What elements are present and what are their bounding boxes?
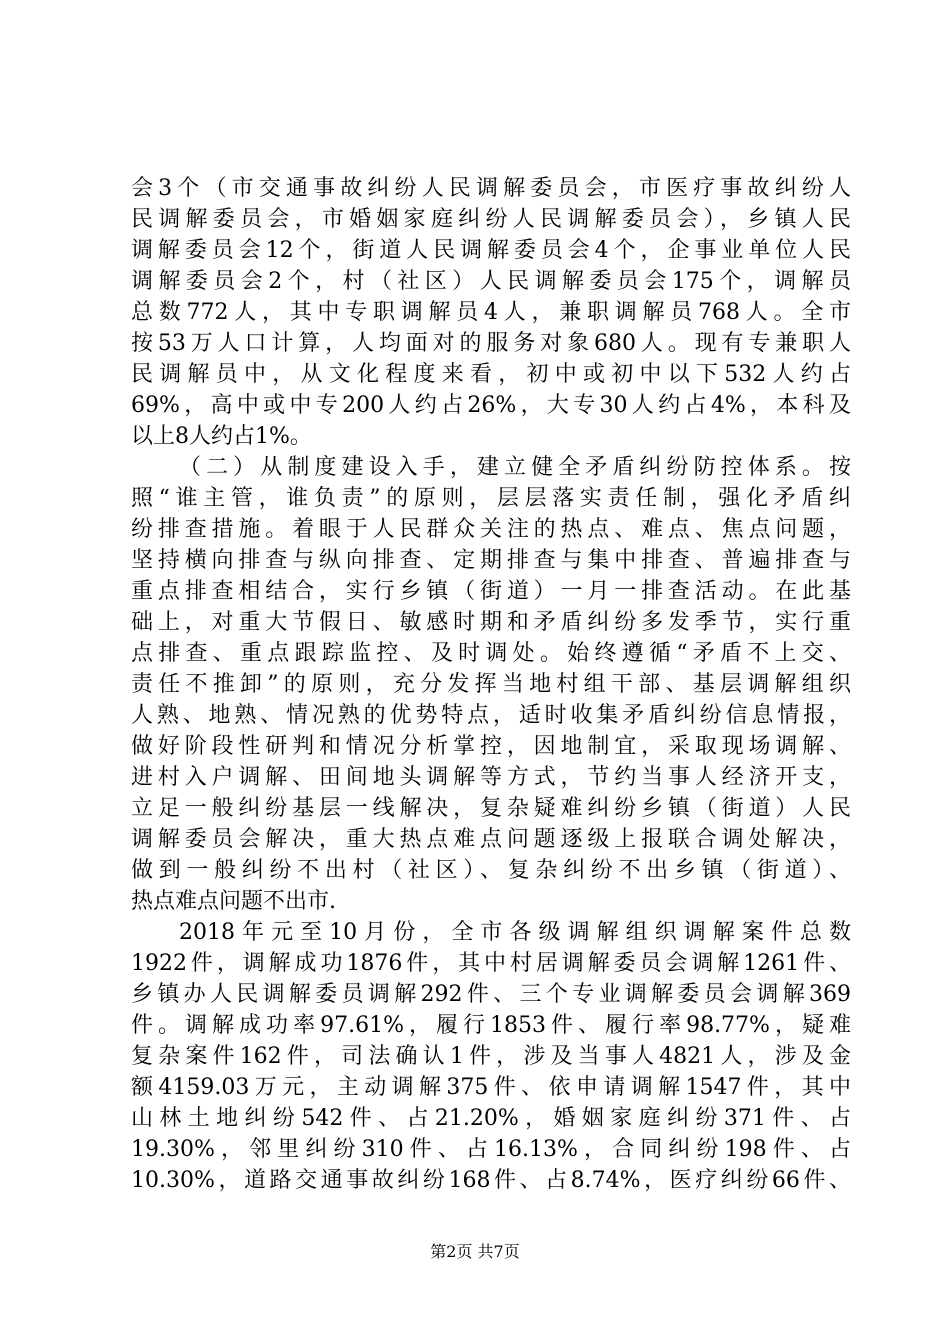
body-line: 乡镇办人民调解委员调解292件、三个专业调解委员会调解369 <box>131 982 851 1007</box>
body-line: 19.30%，邻里纠纷310件、占16.13%，合同纠纷198件、占 <box>131 1137 851 1162</box>
body-line: 会3个（市交通事故纠纷人民调解委员会，市医疗事故纠纷人 <box>131 176 851 201</box>
body-line: 纷排查措施。着眼于人民群众关注的热点、难点、焦点问题， <box>131 517 851 542</box>
body-line: 热点难点问题不出市. <box>131 889 336 914</box>
body-line: 民调解委员会，市婚姻家庭纠纷人民调解委员会），乡镇人民 <box>131 207 851 232</box>
body-line: 总数772人，其中专职调解员4人，兼职调解员768人。全市 <box>131 300 851 325</box>
body-line: 调解委员会2个，村（社区）人民调解委员会175个，调解员 <box>131 269 851 294</box>
body-line: 人熟、地熟、情况熟的优势特点，适时收集矛盾纠纷信息情报， <box>131 703 851 728</box>
body-line: 责任不推卸”的原则，充分发挥当地村组干部、基层调解组织 <box>131 672 851 697</box>
body-line: 做到一般纠纷不出村（社区）、复杂纠纷不出乡镇（街道）、 <box>131 858 851 883</box>
body-line: 山林土地纠纷542件、占21.20%，婚姻家庭纠纷371件、占 <box>131 1106 851 1131</box>
section-heading-line: （二）从制度建设入手，建立健全矛盾纠纷防控体系。按 <box>179 455 851 480</box>
body-line: 础上，对重大节假日、敏感时期和矛盾纠纷多发季节，实行重 <box>131 610 851 635</box>
body-line: 调解委员会解决，重大热点难点问题逐级上报联合调处解决， <box>131 827 851 852</box>
body-line: 复杂案件162件，司法确认1件，涉及当事人4821人，涉及金 <box>131 1044 851 1069</box>
body-line: 10.30%，道路交通事故纠纷168件、占8.74%，医疗纠纷66件、 <box>131 1168 851 1193</box>
body-line: 点排查、重点跟踪监控、及时调处。始终遵循“矛盾不上交、 <box>131 641 851 666</box>
paragraph-start-line: 2018年元至10月份，全市各级调解组织调解案件总数 <box>179 920 851 945</box>
page-number-footer: 第2页 共7页 <box>430 1242 520 1261</box>
body-line: 调解委员会12个，街道人民调解委员会4个，企事业单位人民 <box>131 238 851 263</box>
body-line: 进村入户调解、田间地头调解等方式，节约当事人经济开支， <box>131 765 851 790</box>
body-line: 做好阶段性研判和情况分析掌控，因地制宜，采取现场调解、 <box>131 734 851 759</box>
body-line: 1922件，调解成功1876件，其中村居调解委员会调解1261件、 <box>131 951 851 976</box>
body-line: 坚持横向排查与纵向排查、定期排查与集中排查、普遍排查与 <box>131 548 851 573</box>
body-line: 按53万人口计算，人均面对的服务对象680人。现有专兼职人 <box>131 331 851 356</box>
body-line: 立足一般纠纷基层一线解决，复杂疑难纠纷乡镇（街道）人民 <box>131 796 851 821</box>
body-line: 69%，高中或中专200人约占26%，大专30人约占4%，本科及 <box>131 393 851 418</box>
body-line: 照“谁主管，谁负责”的原则，层层落实责任制，强化矛盾纠 <box>131 486 851 511</box>
body-line: 重点排查相结合，实行乡镇（街道）一月一排查活动。在此基 <box>131 579 851 604</box>
body-line: 件。调解成功率97.61%，履行1853件、履行率98.77%，疑难 <box>131 1013 851 1038</box>
body-line: 以上8人约占1%。 <box>131 424 312 449</box>
body-line: 民调解员中，从文化程度来看，初中或初中以下532人约占 <box>131 362 851 387</box>
body-line: 额4159.03万元，主动调解375件、依申请调解1547件，其中 <box>131 1075 851 1100</box>
